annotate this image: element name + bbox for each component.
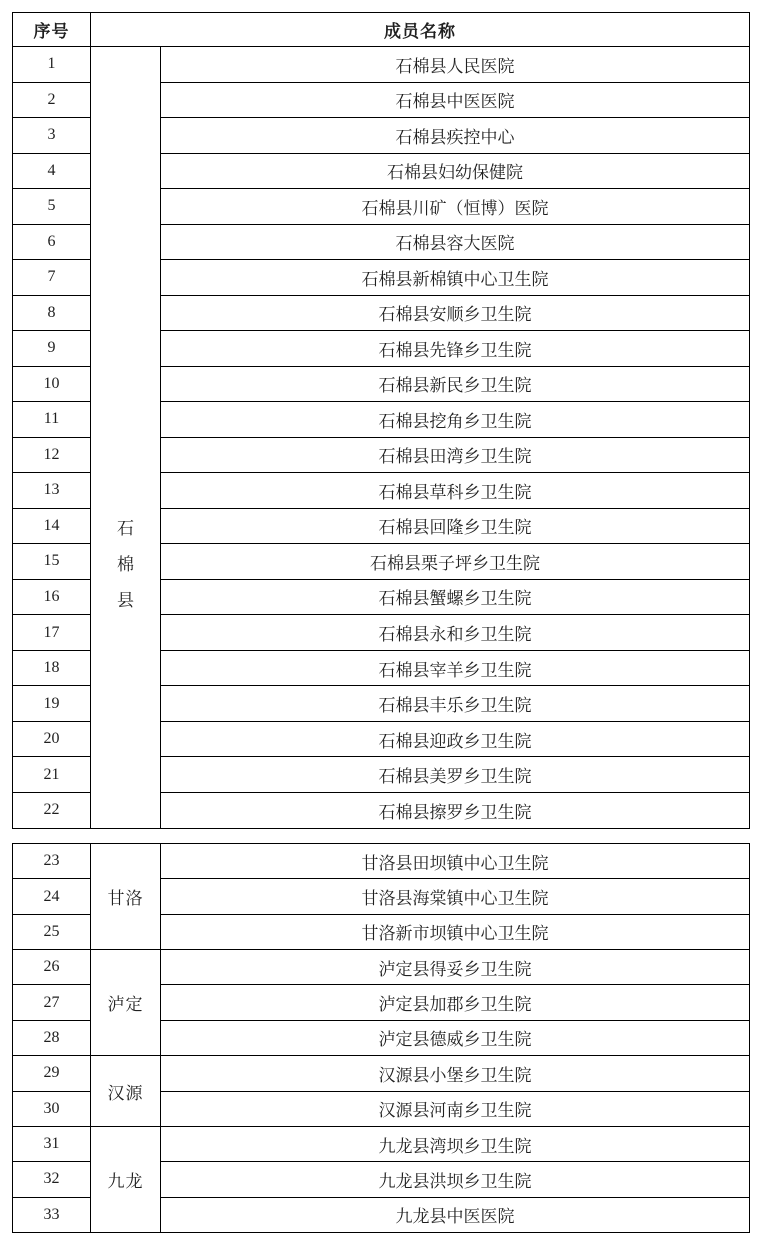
row-index-cell: 15 [13,544,91,580]
row-index-cell: 8 [13,295,91,331]
row-index-cell: 24 [13,879,91,914]
member-name-cell: 石棉县容大医院 [161,224,750,260]
row-index-cell: 32 [13,1162,91,1197]
member-name-cell: 石棉县川矿（恒博）医院 [161,189,750,225]
group-cell [91,1126,161,1232]
member-name-cell: 石棉县先锋乡卫生院 [161,331,750,367]
header-member-name-cell: 成员名称 [91,13,750,47]
row-index-cell: 18 [13,650,91,686]
member-name-cell: 石棉县蟹螺乡卫生院 [161,579,750,615]
member-name-cell: 石棉县妇幼保健院 [161,153,750,189]
member-name-cell: 九龙县湾坝乡卫生院 [161,1126,750,1161]
row-index-cell: 23 [13,844,91,879]
row-index-cell: 25 [13,914,91,949]
row-index-cell: 5 [13,189,91,225]
row-index-cell: 1 [13,47,91,83]
member-name-cell: 石棉县回隆乡卫生院 [161,508,750,544]
member-name-cell: 石棉县栗子坪乡卫生院 [161,544,750,580]
group-cell [91,1056,161,1127]
group-label [91,511,160,619]
group-cell [91,47,161,829]
member-name-cell: 石棉县宰羊乡卫生院 [161,650,750,686]
member-name-cell: 石棉县永和乡卫生院 [161,615,750,651]
row-index-cell: 14 [13,508,91,544]
row-index-cell: 16 [13,579,91,615]
roster-table-upper [12,12,750,829]
group-label-char: 棉 [117,555,134,574]
row-index-cell: 17 [13,615,91,651]
group-cell [91,950,161,1056]
member-name-cell: 石棉县挖角乡卫生院 [161,402,750,438]
group-label: 泸定 [107,995,144,1015]
member-name-cell: 石棉县疾控中心 [161,118,750,154]
row-index-cell: 20 [13,721,91,757]
row-index-cell: 29 [13,1056,91,1091]
member-name-cell: 甘洛县海棠镇中心卫生院 [161,879,750,914]
table-row [13,844,750,879]
member-name-cell: 石棉县田湾乡卫生院 [161,437,750,473]
member-name-cell: 石棉县美罗乡卫生院 [161,757,750,793]
row-index-cell: 4 [13,153,91,189]
table-row [13,950,750,985]
group-label: 九龙 [107,1171,144,1191]
row-index-cell: 28 [13,1020,91,1055]
table-row [13,1126,750,1161]
roster-table-lower [12,843,750,1233]
member-name-cell: 甘洛新市坝镇中心卫生院 [161,914,750,949]
member-name-cell: 石棉县人民医院 [161,47,750,83]
member-name-cell: 泸定县德威乡卫生院 [161,1020,750,1055]
row-index-cell: 3 [13,118,91,154]
row-index-cell: 19 [13,686,91,722]
group-label: 汉源 [107,1083,144,1103]
row-index-cell: 30 [13,1091,91,1126]
row-index-cell: 21 [13,757,91,793]
group-label-char: 石 [117,519,134,538]
header-index-cell: 序号 [13,13,91,47]
header-row [13,13,750,47]
row-index-cell: 7 [13,260,91,296]
table-row [13,47,750,83]
row-index-cell: 12 [13,437,91,473]
member-name-cell: 甘洛县田坝镇中心卫生院 [161,844,750,879]
member-name-cell: 石棉县草科乡卫生院 [161,473,750,509]
member-name-cell: 泸定县得妥乡卫生院 [161,950,750,985]
row-index-cell: 13 [13,473,91,509]
row-index-cell: 11 [13,402,91,438]
row-index-cell: 22 [13,792,91,828]
member-name-cell: 石棉县新民乡卫生院 [161,366,750,402]
member-name-cell: 石棉县擦罗乡卫生院 [161,792,750,828]
member-name-cell: 九龙县洪坝乡卫生院 [161,1162,750,1197]
member-name-cell: 汉源县小堡乡卫生院 [161,1056,750,1091]
group-label-char: 县 [117,591,134,610]
row-index-cell: 6 [13,224,91,260]
row-index-cell: 27 [13,985,91,1020]
member-name-cell: 九龙县中医医院 [161,1197,750,1232]
group-label: 甘洛 [107,889,144,909]
table-row [13,1056,750,1091]
member-name-cell: 石棉县安顺乡卫生院 [161,295,750,331]
member-name-cell: 汉源县河南乡卫生院 [161,1091,750,1126]
row-index-cell: 2 [13,82,91,118]
member-name-cell: 石棉县中医医院 [161,82,750,118]
row-index-cell: 33 [13,1197,91,1232]
row-index-cell: 10 [13,366,91,402]
member-name-cell: 石棉县迎政乡卫生院 [161,721,750,757]
member-name-cell: 石棉县新棉镇中心卫生院 [161,260,750,296]
row-index-cell: 9 [13,331,91,367]
row-index-cell: 26 [13,950,91,985]
row-index-cell: 31 [13,1126,91,1161]
group-cell [91,844,161,950]
member-name-cell: 泸定县加郡乡卫生院 [161,985,750,1020]
member-name-cell: 石棉县丰乐乡卫生院 [161,686,750,722]
